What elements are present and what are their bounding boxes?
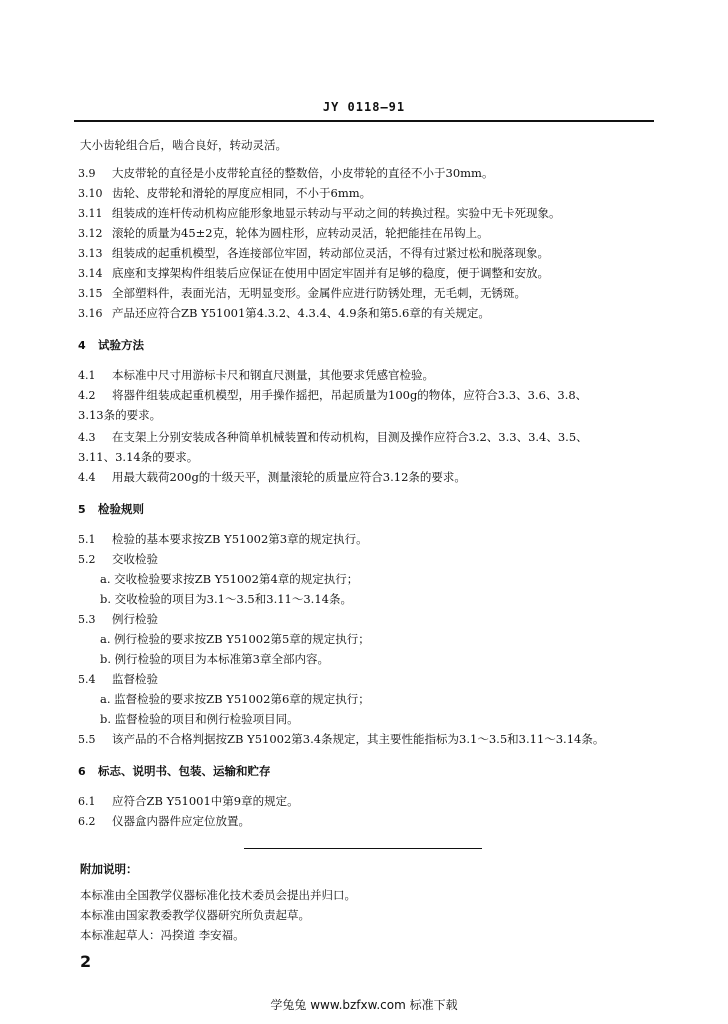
clause-4-2-cont: 3.13条的要求。	[78, 408, 162, 422]
document-code-header: JY 0118—91	[322, 100, 406, 114]
clause-3-11: 3.11 组装成的连杆传动机构应能形象地显示转动与平动之间的转换过程。实验中无卡死现象。	[78, 206, 561, 220]
clause-3-15: 3.15 全部塑料件，表面光洁，无明显变形。金属件应进行防锈处理，无毛刺，无锈斑。	[78, 286, 526, 300]
clause-3-14: 3.14 底座和支撑架构件组装后应保证在使用中固定牢固并有足够的稳度，便于调整和安放。	[78, 266, 549, 280]
text-line: 大小齿轮组合后，啮合良好，转动灵活。	[80, 138, 287, 152]
clause-5-2-a: a. 交收检验要求按ZB Y51002第4章的规定执行；	[100, 572, 359, 586]
clause-4-3: 4.3 在支架上分别安装成各种简单机械装置和传动机构，目测及操作应符合3.2、3.3、3.4、3.5、	[78, 430, 588, 444]
clause-6-1: 6.1 应符合ZB Y51001中第9章的规定。	[78, 794, 299, 808]
header-rule	[74, 120, 654, 122]
footer-watermark[interactable]: 学兔兔 www.bzfxw.com 标准下载	[270, 998, 458, 1012]
clause-3-10: 3.10 齿轮、皮带轮和滑轮的厚度应相同，不小于6mm。	[78, 186, 372, 200]
clause-5-3-b: b. 例行检验的项目为本标准第3章全部内容。	[100, 652, 329, 666]
section-5-heading: 5 检验规则	[78, 502, 144, 516]
notes-heading: 附加说明：	[80, 862, 138, 876]
clause-4-1: 4.1 本标准中尺寸用游标卡尺和钢直尺测量，其他要求凭感官检验。	[78, 368, 434, 382]
notes-line: 本标准由全国教学仪器标准化技术委员会提出并归口。	[80, 888, 356, 902]
clause-3-13: 3.13 组装成的起重机模型，各连接部位牢固，转动部位灵活，不得有过紧过松和脱落现象。	[78, 246, 549, 260]
clause-5-4-b: b. 监督检验的项目和例行检验项目同。	[100, 712, 299, 726]
end-rule	[244, 848, 482, 849]
notes-line: 本标准起草人：冯揆道 李安福。	[80, 928, 245, 942]
clause-4-3-cont: 3.11、3.14条的要求。	[78, 450, 199, 464]
clause-3-12: 3.12 滚轮的质量为45±2克，轮体为圆柱形，应转动灵活，轮把能挂在吊钩上。	[78, 226, 489, 240]
page-number: 2	[80, 952, 92, 971]
clause-5-2: 5.2 交收检验	[78, 552, 158, 566]
clause-5-4: 5.4 监督检验	[78, 672, 158, 686]
clause-4-4: 4.4 用最大载荷200g的十级天平，测量滚轮的质量应符合3.12条的要求。	[78, 470, 466, 484]
section-6-heading: 6 标志、说明书、包装、运输和贮存	[78, 764, 271, 778]
clause-5-2-b: b. 交收检验的项目为3.1～3.5和3.11～3.14条。	[100, 592, 352, 606]
clause-3-16: 3.16 产品还应符合ZB Y51001第4.3.2、4.3.4、4.9条和第5.6章的有关规定。	[78, 306, 490, 320]
clause-3-9: 3.9 大皮带轮的直径是小皮带轮直径的整数倍，小皮带轮的直径不小于30mm。	[78, 166, 494, 180]
clause-6-2: 6.2 仪器盒内器件应定位放置。	[78, 814, 250, 828]
clause-5-3-a: a. 例行检验的要求按ZB Y51002第5章的规定执行；	[100, 632, 370, 646]
section-4-heading: 4 试验方法	[78, 338, 144, 352]
clause-5-1: 5.1 检验的基本要求按ZB Y51002第3章的规定执行。	[78, 532, 368, 546]
notes-line: 本标准由国家教委教学仪器研究所负责起草。	[80, 908, 310, 922]
clause-4-2: 4.2 将器件组装成起重机模型，用手操作摇把，吊起质量为100g的物体，应符合3.3、3.6、3.8、	[78, 388, 588, 402]
clause-5-3: 5.3 例行检验	[78, 612, 158, 626]
clause-5-5: 5.5 该产品的不合格判据按ZB Y51002第3.4条规定，其主要性能指标为3.1～3.5和3.11～3.14条。	[78, 732, 605, 746]
clause-5-4-a: a. 监督检验的要求按ZB Y51002第6章的规定执行；	[100, 692, 370, 706]
